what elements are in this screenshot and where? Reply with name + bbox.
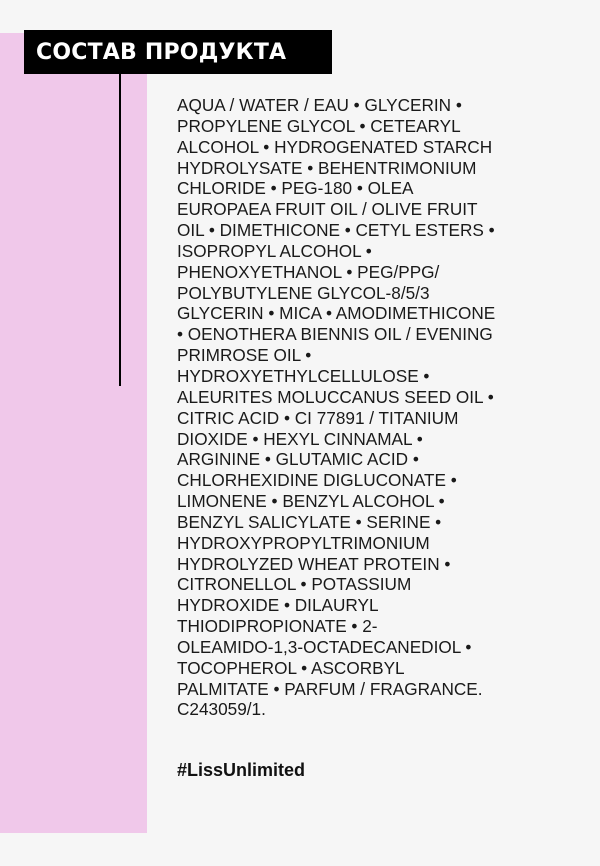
ingredient-line: • OENOTHERA BIENNIS OIL / EVENING [177,324,493,345]
ingredient-line: PHENOXYETHANOL • PEG/PPG/ [177,261,440,282]
ingredient-line: GLYCERIN • MICA • AMODIMETHICONE [177,303,496,324]
ingredient-line: THIODIPROPIONATE • 2- [177,616,378,637]
ingredient-line: OIL • DIMETHICONE • CETYL ESTERS • [177,220,495,241]
page-title: СОСТАВ ПРОДУКТА [36,39,287,65]
hashtag: #LissUnlimited [177,760,306,780]
ingredients-list [177,95,577,720]
ingredient-line: C243059/1. [177,699,266,720]
ingredient-line: OLEAMIDO-1,3-OCTADECANEDIOL • [177,636,472,657]
title-banner [24,30,332,74]
ingredient-line: DIOXIDE • HEXYL CINNAMAL • [177,428,423,449]
ingredient-line: BENZYL SALICYLATE • SERINE • [177,511,442,532]
ingredient-line: ALEURITES MOLUCCANUS SEED OIL • [177,386,494,407]
vertical-divider-line [119,74,121,386]
ingredient-line: ISOPROPYL ALCOHOL • [177,240,372,261]
ingredient-line: HYDROLYZED WHEAT PROTEIN • [177,553,451,574]
ingredient-line: PROPYLENE GLYCOL • CETEARYL [177,115,461,136]
ingredient-line: EUROPAEA FRUIT OIL / OLIVE FRUIT [177,199,478,220]
ingredient-line: ALCOHOL • HYDROGENATED STARCH [177,136,493,157]
ingredient-line: CITRIC ACID • CI 77891 / TITANIUM [177,407,459,428]
ingredient-line: CITRONELLOL • POTASSIUM [177,574,412,595]
ingredient-line: POLYBUTYLENE GLYCOL-8/5/3 [177,282,430,303]
ingredient-line: HYDROLYSATE • BEHENTRIMONIUM [177,157,477,178]
ingredient-line: CHLORHEXIDINE DIGLUCONATE • [177,470,457,491]
ingredient-line: AQUA / WATER / EAU • GLYCERIN • [177,95,462,115]
ingredient-line: CHLORIDE • PEG-180 • OLEA [177,178,414,199]
ingredient-line: LIMONENE • BENZYL ALCOHOL • [177,491,445,512]
pink-side-panel [0,33,147,833]
ingredient-line: ARGININE • GLUTAMIC ACID • [177,449,419,470]
ingredient-line: HYDROXYPROPYLTRIMONIUM [177,532,430,553]
ingredient-line: HYDROXYETHYLCELLULOSE • [177,365,430,386]
ingredient-line: PALMITATE • PARFUM / FRAGRANCE. [177,678,483,699]
ingredient-line: HYDROXIDE • DILAURYL [177,595,379,616]
ingredient-line: PRIMROSE OIL • [177,345,312,366]
ingredient-line: TOCOPHEROL • ASCORBYL [177,657,405,678]
